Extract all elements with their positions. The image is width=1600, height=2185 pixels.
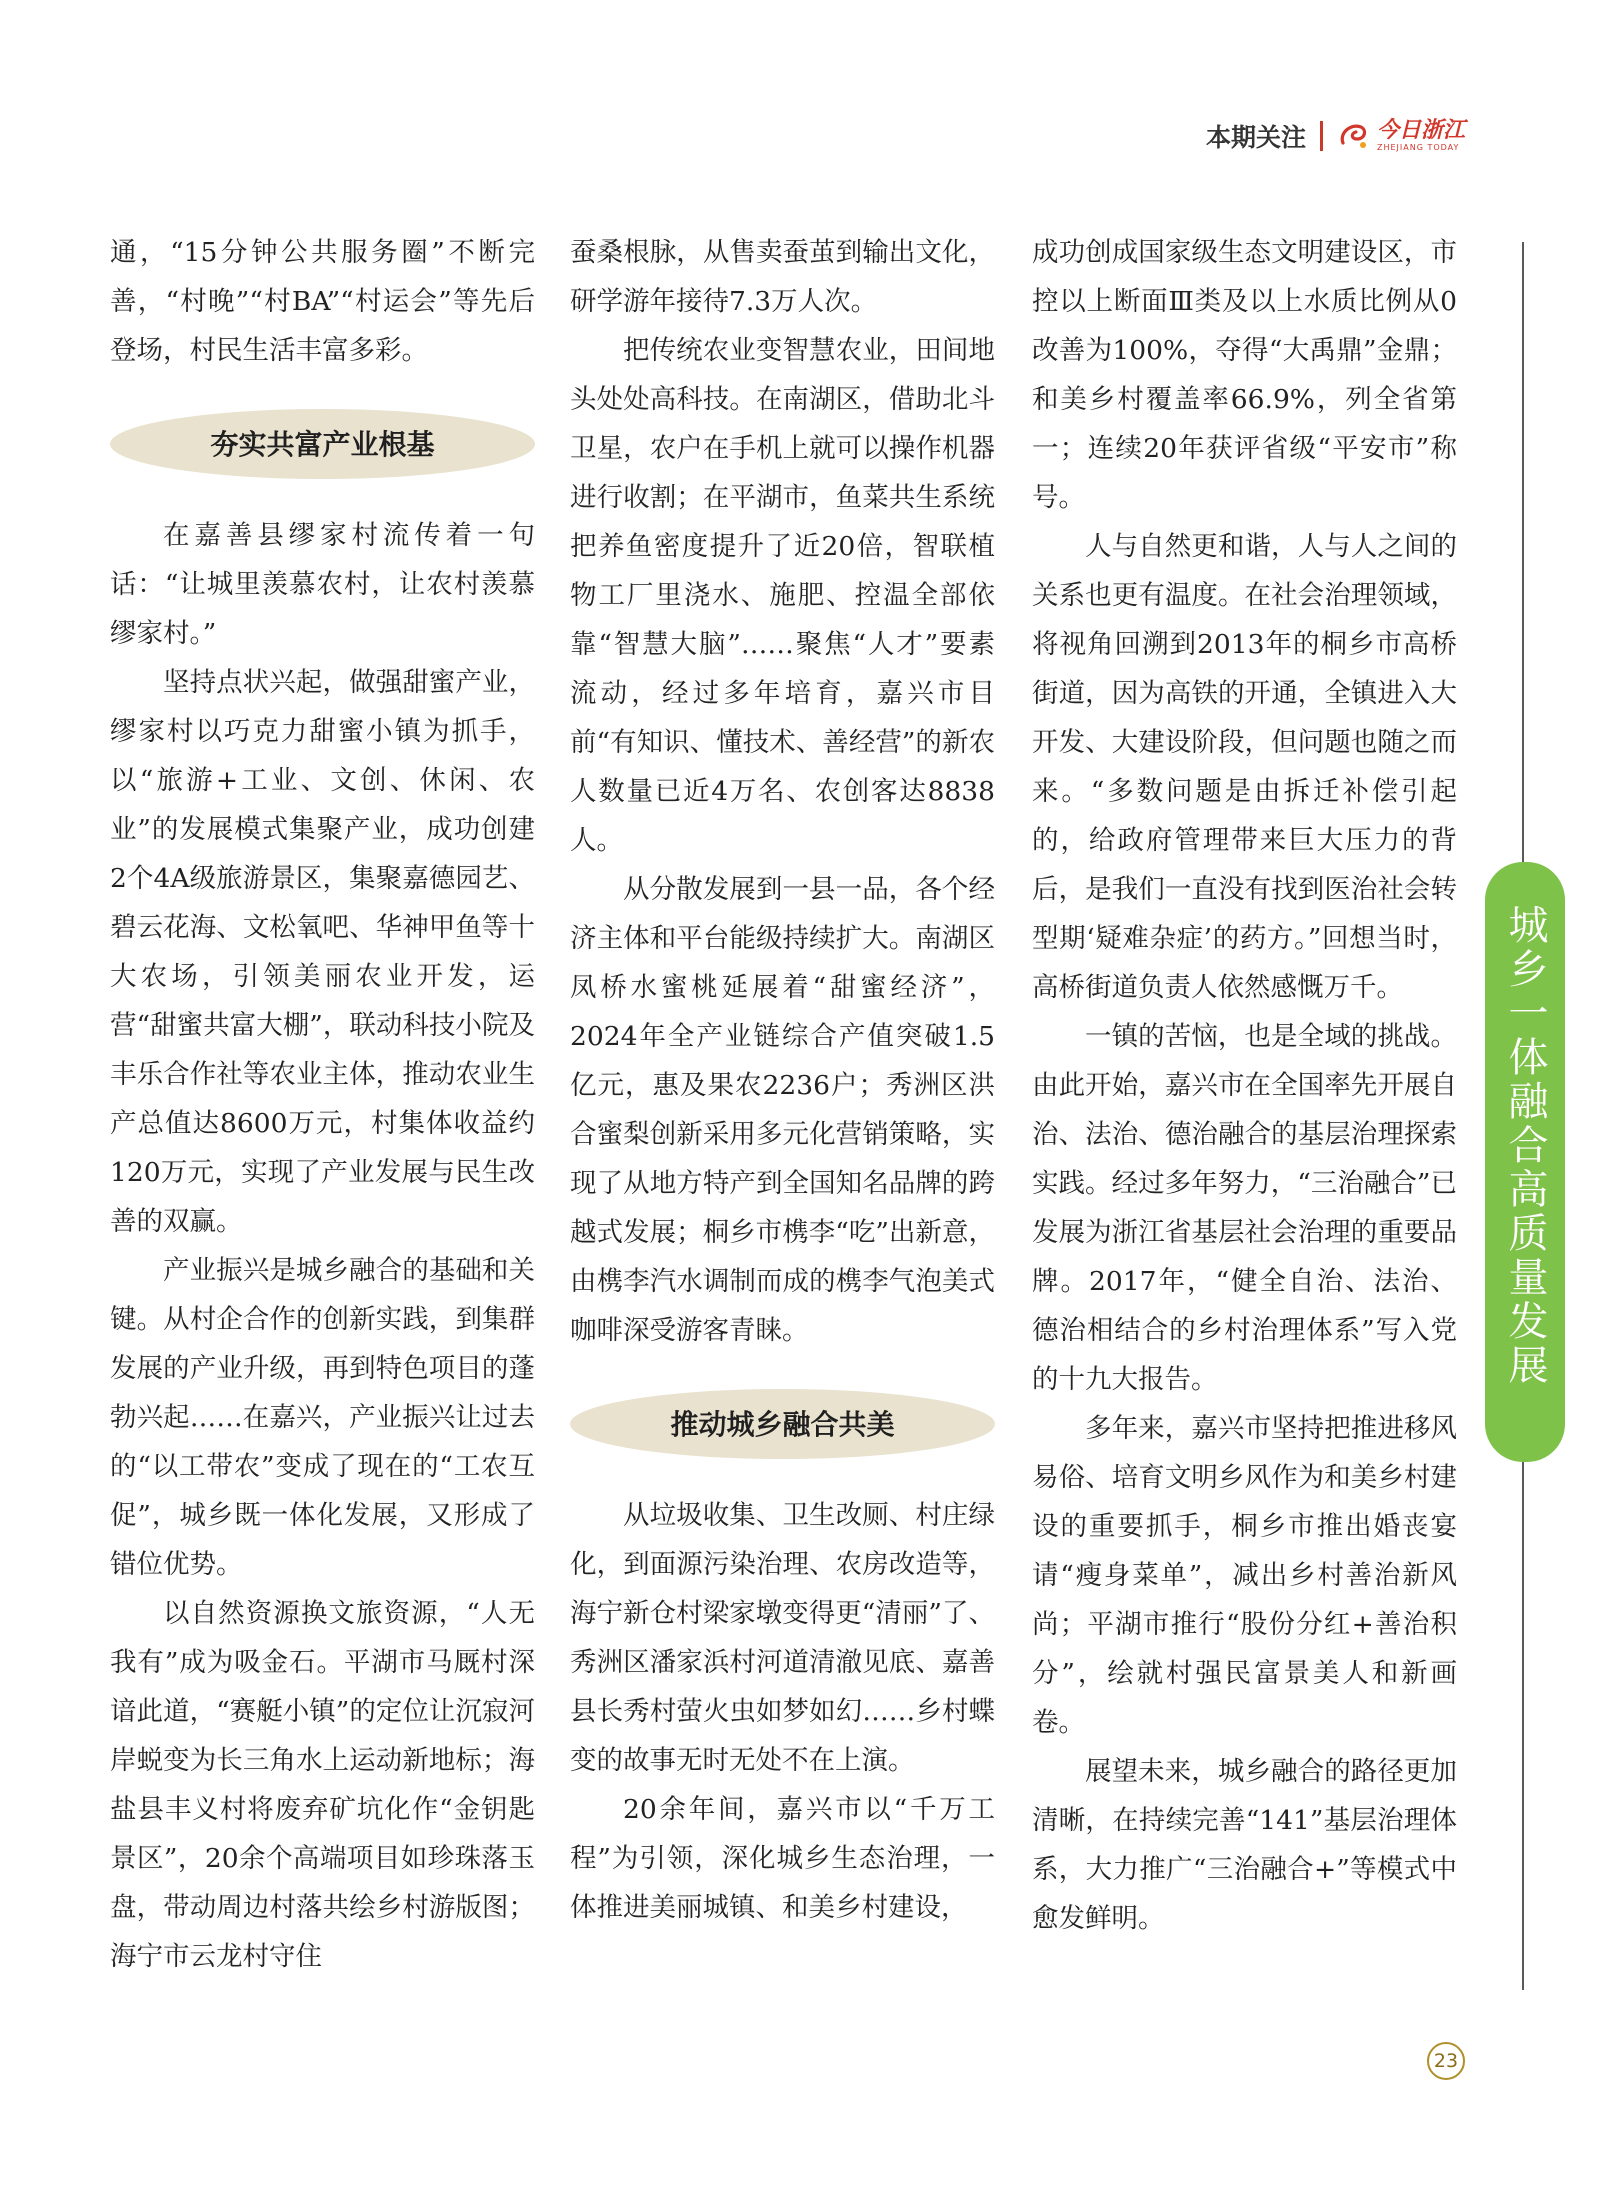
body-paragraph: 坚持点状兴起，做强甜蜜产业，缪家村以巧克力甜蜜小镇为抓手，以“旅游+工业、文创、休闲、农业”的发展模式集聚产业，成功创建2个4A级旅游景区，集聚嘉德园艺、碧云花海、文松氧吧、华神甲鱼等十大农场，引领美丽农业开发，运营“甜蜜共富大棚”，联动科技小院及丰乐合作社等农业主体，推动农业生产总值达8600万元，村集体收益约120万元，实现了产业发展与民生改善的双赢。 — [110, 667, 535, 1237]
body-paragraph: 产业振兴是城乡融合的基础和关键。从村企合作的创新实践，到集群发展的产业升级，再到特色项目的蓬勃兴起……在嘉兴，产业振兴让过去的“以工带农”变成了现在的“工农互促”，城乡既一体化发展，又形成了错位优势。 — [110, 1255, 535, 1580]
body-paragraph: 成功创成国家级生态文明建设区，市控以上断面Ⅲ类及以上水质比例从0改善为100%，夺得“大禹鼎”金鼎；和美乡村覆盖率66.9%，列全省第一；连续20年获评省级“平安市”称号。 — [1032, 237, 1457, 513]
body-paragraph: 人与自然更和谐，人与人之间的关系也更有温度。在社会治理领域，将视角回溯到2013年的桐乡市高桥街道，因为高铁的开通，全镇进入大开发、大建设阶段，但问题也随之而来。“多数问题是由拆迁补偿引起的，给政府管理带来巨大压力的背后，是我们一直没有找到医治社会转型期‘疑难杂症’的药方。”回想当时，高桥街道负责人依然感慨万千。 — [1032, 531, 1457, 1003]
body-paragraph: 蚕桑根脉，从售卖蚕茧到输出文化，研学游年接待7.3万人次。 — [570, 237, 995, 317]
section-label: 本期关注 — [1205, 123, 1306, 152]
page-number: 23 — [1427, 2042, 1465, 2080]
body-paragraph: 在嘉善县缪家村流传着一句话：“让城里羡慕农村，让农村羡慕缪家村。” — [110, 520, 535, 649]
page-header — [1206, 118, 1465, 154]
magazine-logo — [1337, 120, 1465, 152]
body-paragraph: 20余年间，嘉兴市以“千万工程”为引领，深化城乡生态治理，一体推进美丽城镇、和美乡村建设， — [570, 1794, 995, 1923]
section-subheading: 推动城乡融合共美 — [570, 1389, 995, 1459]
body-paragraph: 把传统农业变智慧农业，田间地头处处高科技。在南湖区，借助北斗卫星，农户在手机上就可以操作机器进行收割；在平湖市，鱼菜共生系统把养鱼密度提升了近20倍，智联植物工厂里浇水、施肥、控温全部依靠“智慧大脑”……聚焦“人才”要素流动，经过多年培育，嘉兴市目前“有知识、懂技术、善经营”的新农人数量已近4万名、农创客达8838人。 — [570, 335, 995, 856]
logo-subtext: ZHEJIANG TODAY — [1376, 143, 1460, 152]
logo-swirl-icon — [1337, 121, 1371, 151]
logo-text: 今日浙江 — [1376, 118, 1465, 143]
article-column-1 — [110, 228, 535, 1981]
article-column-3 — [1032, 228, 1457, 1943]
body-paragraph: 从垃圾收集、卫生改厕、村庄绿化，到面源污染治理、农房改造等，海宁新仓村梁家墩变得更“清丽”了、秀洲区潘家浜村河道清澈见底、嘉善县长秀村萤火虫如梦如幻……乡村蝶变的故事无时无处不在上演。 — [570, 1500, 995, 1776]
body-paragraph: 从分散发展到一县一品，各个经济主体和平台能级持续扩大。南湖区凤桥水蜜桃延展着“甜蜜经济”，2024年全产业链综合产值突破1.5亿元，惠及果农2236户；秀洲区洪合蜜梨创新采用多元化营销策略，实现了从地方特产到全国知名品牌的跨越式发展；桐乡市槜李“吃”出新意，由槜李汽水调制而成的槜李气泡美式咖啡深受游客青睐。 — [570, 874, 995, 1346]
article-column-2 — [570, 228, 995, 1932]
section-side-tab — [1485, 862, 1565, 1462]
body-paragraph: 通，“15分钟公共服务圈”不断完善，“村晚”“村BA”“村运会”等先后登场，村民生活丰富多彩。 — [110, 237, 535, 366]
side-tab-title: 城乡一体融合高质量发展 — [1502, 904, 1548, 1388]
body-paragraph: 展望未来，城乡融合的路径更加清晰，在持续完善“141”基层治理体系，大力推广“三治融合+”等模式中愈发鲜明。 — [1032, 1756, 1457, 1934]
header-divider — [1320, 121, 1323, 151]
body-paragraph: 多年来，嘉兴市坚持把推进移风易俗、培育文明乡风作为和美乡村建设的重要抓手，桐乡市推出婚丧宴请“瘦身菜单”，减出乡村善治新风尚；平湖市推行“股份分红+善治积分”，绘就村强民富景美人和新画卷。 — [1032, 1413, 1457, 1738]
body-paragraph: 一镇的苦恼，也是全域的挑战。由此开始，嘉兴市在全国率先开展自治、法治、德治融合的基层治理探索实践。经过多年努力，“三治融合”已发展为浙江省基层社会治理的重要品牌。2017年，“健全自治、法治、德治相结合的乡村治理体系”写入党的十九大报告。 — [1032, 1021, 1457, 1395]
section-subheading: 夯实共富产业根基 — [110, 409, 535, 479]
body-paragraph: 以自然资源换文旅资源，“人无我有”成为吸金石。平湖市马厩村深谙此道，“赛艇小镇”的定位让沉寂河岸蜕变为长三角水上运动新地标；海盐县丰义村将废弃矿坑化作“金钥匙景区”，20余个高端项目如珍珠落玉盘，带动周边村落共绘乡村游版图；海宁市云龙村守住 — [110, 1598, 535, 1972]
